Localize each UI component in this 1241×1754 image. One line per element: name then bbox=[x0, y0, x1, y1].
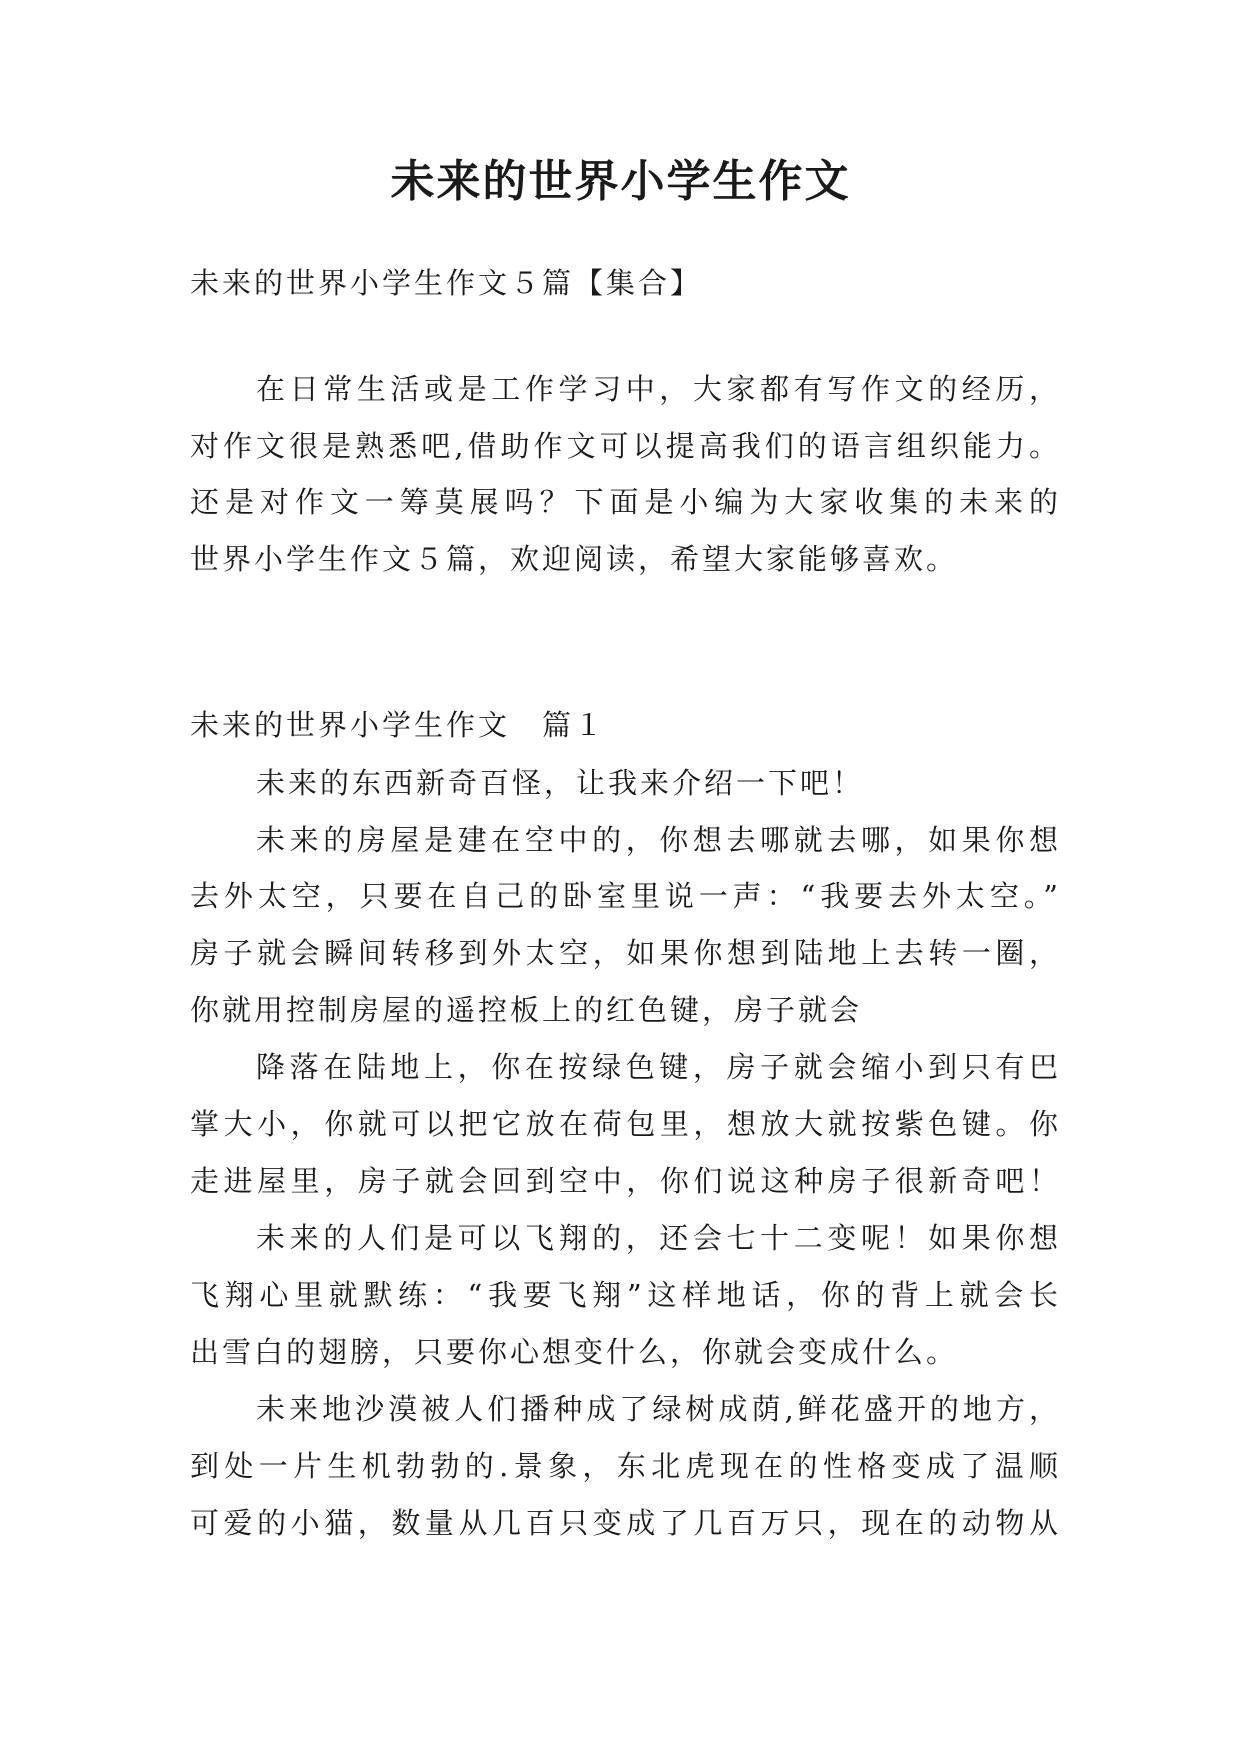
body-line-3: 去外太空，只要在自己的卧室里说一声：“我要去外太空。” bbox=[190, 879, 1058, 913]
body-line-5: 你就用控制房屋的遥控板上的红色键，房子就会 bbox=[190, 993, 863, 1027]
body-line-7: 掌大小，你就可以把它放在荷包里，想放大就按紫色键。你 bbox=[190, 1107, 1058, 1141]
body-line-13: 到处一片生机勃勃的.景象，东北虎现在的性格变成了温顺 bbox=[190, 1449, 1058, 1483]
section-heading: 未来的世界小学生作文 篇１ bbox=[190, 708, 607, 742]
body-line-12: 未来地沙漠被人们播种成了绿树成荫,鲜花盛开的地方， bbox=[256, 1392, 1058, 1426]
intro-line-1: 在日常生活或是工作学习中，大家都有写作文的经历， bbox=[256, 372, 1058, 406]
body-line-4: 房子就会瞬间转移到外太空，如果你想到陆地上去转一圈， bbox=[190, 936, 1058, 970]
intro-line-2: 对作文很是熟悉吧,借助作文可以提高我们的语言组织能力。 bbox=[190, 429, 1058, 463]
body-line-8: 走进屋里，房子就会回到空中，你们说这种房子很新奇吧！ bbox=[190, 1164, 1058, 1198]
body-line-14: 可爱的小猫，数量从几百只变成了几百万只，现在的动物从 bbox=[190, 1506, 1058, 1540]
body-line-10: 飞翔心里就默练：“我要飞翔”这样地话，你的背上就会长 bbox=[190, 1278, 1058, 1312]
document-subtitle: 未来的世界小学生作文５篇【集合】 bbox=[190, 266, 703, 300]
intro-line-3: 还是对作文一筹莫展吗？下面是小编为大家收集的未来的 bbox=[190, 485, 1058, 519]
body-line-1: 未来的东西新奇百怪，让我来介绍一下吧！ bbox=[256, 766, 865, 800]
body-line-6: 降落在陆地上，你在按绿色键，房子就会缩小到只有巴 bbox=[256, 1050, 1058, 1084]
body-line-11: 出雪白的翅膀，只要你心想变什么，你就会变成什么。 bbox=[190, 1335, 959, 1369]
intro-line-4: 世界小学生作文５篇，欢迎阅读，希望大家能够喜欢。 bbox=[190, 542, 959, 576]
page-title: 未来的世界小学生作文 bbox=[390, 156, 851, 207]
body-line-2: 未来的房屋是建在空中的，你想去哪就去哪，如果你想 bbox=[256, 823, 1058, 857]
body-line-9: 未来的人们是可以飞翔的，还会七十二变呢！如果你想 bbox=[256, 1221, 1058, 1255]
